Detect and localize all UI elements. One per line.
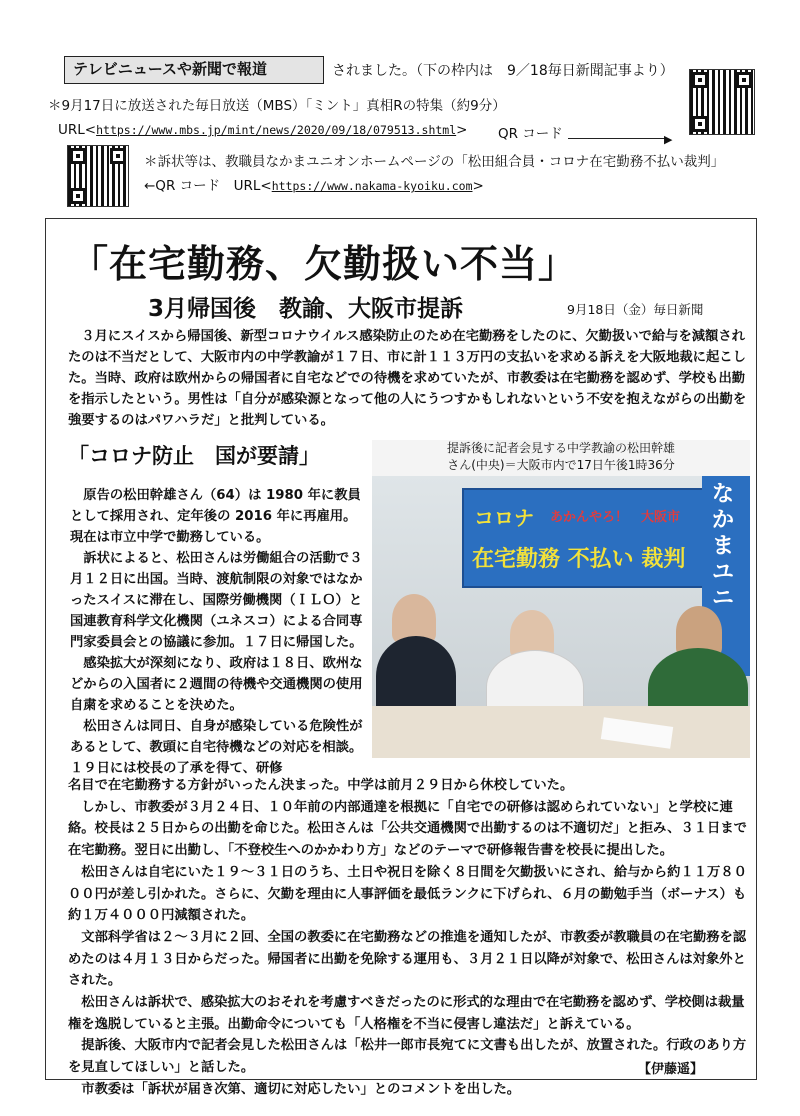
body-paragraph: しかし、市教委が３月２４日、１０年前の内部通達を根拠に「自宅での研修は認められていない」と学校に連絡。校長は２５日からの出勤を命じた。松田さんは「公共交通機関で出勤するのは不適切だ」と拒み、３１日まで在宅勤務。翌日に出勤し、「不登校生へのかかわり方」などのテーマで研修報告書を校長に提出した。 xyxy=(68,799,747,859)
article-subhead: 3月帰国後 教諭、大阪市提訴 xyxy=(148,296,464,322)
banner-text: コロナ xyxy=(474,506,534,530)
qr-eye xyxy=(110,148,126,164)
photo-caption xyxy=(372,440,750,474)
photo-caption-line: さん(中央)＝大阪市内で17日午後1時36分 xyxy=(447,458,675,472)
url-line-1 xyxy=(58,122,467,138)
column-paragraph: 原告の松田幹雄さん（64）は 1980 年に教員として採用され、定年後の 2016 年に再雇用。現在は市立中学で勤務している。 xyxy=(70,488,361,545)
article-lead xyxy=(68,326,748,431)
arrow-right-icon: ▶ xyxy=(664,133,673,146)
url-line-2 xyxy=(144,174,484,194)
url-prefix: URL< xyxy=(58,122,97,138)
body-paragraph: 市教委は「訴状が届き次第、適切に対応したい」とのコメントを出した。 xyxy=(81,1081,521,1097)
qr-label-1: QR コード xyxy=(498,126,563,142)
protest-banner xyxy=(462,488,704,588)
article-dateline: 9月18日（金）毎日新聞 xyxy=(567,302,704,317)
article-author: 【伊藤遥】 xyxy=(638,1062,704,1077)
url-suffix: > xyxy=(472,178,484,194)
article-headline: 「在宅勤務、欠勤扱い不当」 xyxy=(70,242,578,286)
header-note: されました。（下の枠内は 9／18毎日新聞記事より） xyxy=(332,63,674,79)
article-body xyxy=(68,775,750,1101)
left-column xyxy=(70,485,366,779)
banner-text: あかんやろ！ 大阪市 xyxy=(550,510,681,525)
column-paragraph: 松田さんは同日、自身が感染している危険性があるとして、教頭に自宅待機などの対応を相談。１９日には校長の了承を得て、研修 xyxy=(70,719,363,776)
body-paragraph: 松田さんは訴状で、感染拡大のおそれを考慮すべきだったのに形式的な理由で在宅勤務を認めず、学校側は裁量権を逸脱していると主張。出勤命令についても「人格権を不当に侵害し違法だ」と訴えている。 xyxy=(68,995,745,1032)
qr-code-mbs[interactable] xyxy=(690,70,754,134)
qr-eye xyxy=(70,188,86,204)
column-paragraph: 訴状によると、松田さんは労働組合の活動で３月１２日に出国。当時、渡航制限の対象ではなかったスイスに滞在し、国際労働機関（ＩＬＯ）と国連教育科学文化機関（ユネスコ）による合同専門家委員会との協議に参加。１７日に帰国した。 xyxy=(70,551,363,650)
body-paragraph: 名目で在宅勤務する方針がいったん決まった。中学は前月２９日から休校していた。 xyxy=(68,778,574,793)
qr-eye xyxy=(692,72,708,88)
qr-label-2: ←QR コード URL< xyxy=(144,178,272,194)
body-paragraph: 提訴後、大阪市内で記者会見した松田さんは「松井一郎市長宛てに文書も出したが、放置された。行政のあり方を見直してほしい」と話した。 xyxy=(68,1038,747,1076)
header-boxed-label: テレビニュースや新聞で報道 xyxy=(64,56,324,84)
url-suffix: > xyxy=(456,122,468,138)
broadcast-line: ＊9月17日に放送された毎日放送（MBS）「ミント」真相Rの特集（約9分） xyxy=(48,98,506,114)
mbs-link[interactable]: https://www.mbs.jp/mint/news/2020/09/18/079513.shtml xyxy=(96,123,457,137)
nakama-link[interactable]: https://www.nakama-kyoiku.com xyxy=(271,179,473,193)
qr-eye xyxy=(736,72,752,88)
banner-text: 在宅勤務 不払い 裁判 xyxy=(472,547,686,572)
photo-caption-line: 提訴後に記者会見する中学教諭の松田幹雄 xyxy=(446,441,675,455)
qr-code-nakama[interactable] xyxy=(68,146,128,206)
qr-eye xyxy=(692,116,708,132)
qr-eye xyxy=(70,148,86,164)
body-paragraph: 文部科学省は２～３月に２回、全国の教委に在宅勤務などの推進を通知したが、市教委が教職員の在宅勤務を認めたのは４月１３日からだった。帰国者に出勤を免除する運用も、３月２１日以降が対象で、松田さんは対象外とされた。 xyxy=(68,929,747,989)
banner-text: なかまユニ xyxy=(712,482,735,611)
lead-paragraph: ３月にスイスから帰国後、新型コロナウイルス感染防止のため在宅勤務をしたのに、欠勤扱いで給与を減額されたのは不当だとして、大阪市内の中学教諭が１７日、市に計１１３万円の支払いを求める訴えを大阪地裁に起こした。当時、政府は欧州からの帰国者に自宅などでの待機を求めていたが、市教委は在宅勤務を認めず、学校も出勤を指示したという。男性は「自分が感染源となって他の人にうつすかもしれないという不安を抱えながらの出勤を強要するのはパワハラだ」と批判している。 xyxy=(68,329,747,428)
photo-scene xyxy=(372,476,750,758)
person-left-body xyxy=(376,636,456,716)
body-paragraph: 松田さんは自宅にいた１９～３１日のうち、土日や祝日を除く８日間を欠勤扱いにされ、給与から約１１万８０００円が差し引かれた。さらに、欠勤を理由に人事評価を最低ランクに下げられ、６月の勤勉手当（ボーナス）も約１万４０００円減額された。 xyxy=(68,864,747,924)
press-table xyxy=(372,706,750,758)
arrow-line xyxy=(568,138,668,139)
section-title: 「コロナ防止 国が要請」 xyxy=(68,444,320,468)
lawsuit-docs-line: ＊訴状等は、教職員なかまユニオンホームページの「松田組合員・コロナ在宅勤務不払い裁判」 xyxy=(144,154,725,170)
column-paragraph: 感染拡大が深刻になり、政府は１８日、欧州などからの入国者に２週間の待機や交通機関の使用自粛を求めることを決めた。 xyxy=(70,656,363,713)
